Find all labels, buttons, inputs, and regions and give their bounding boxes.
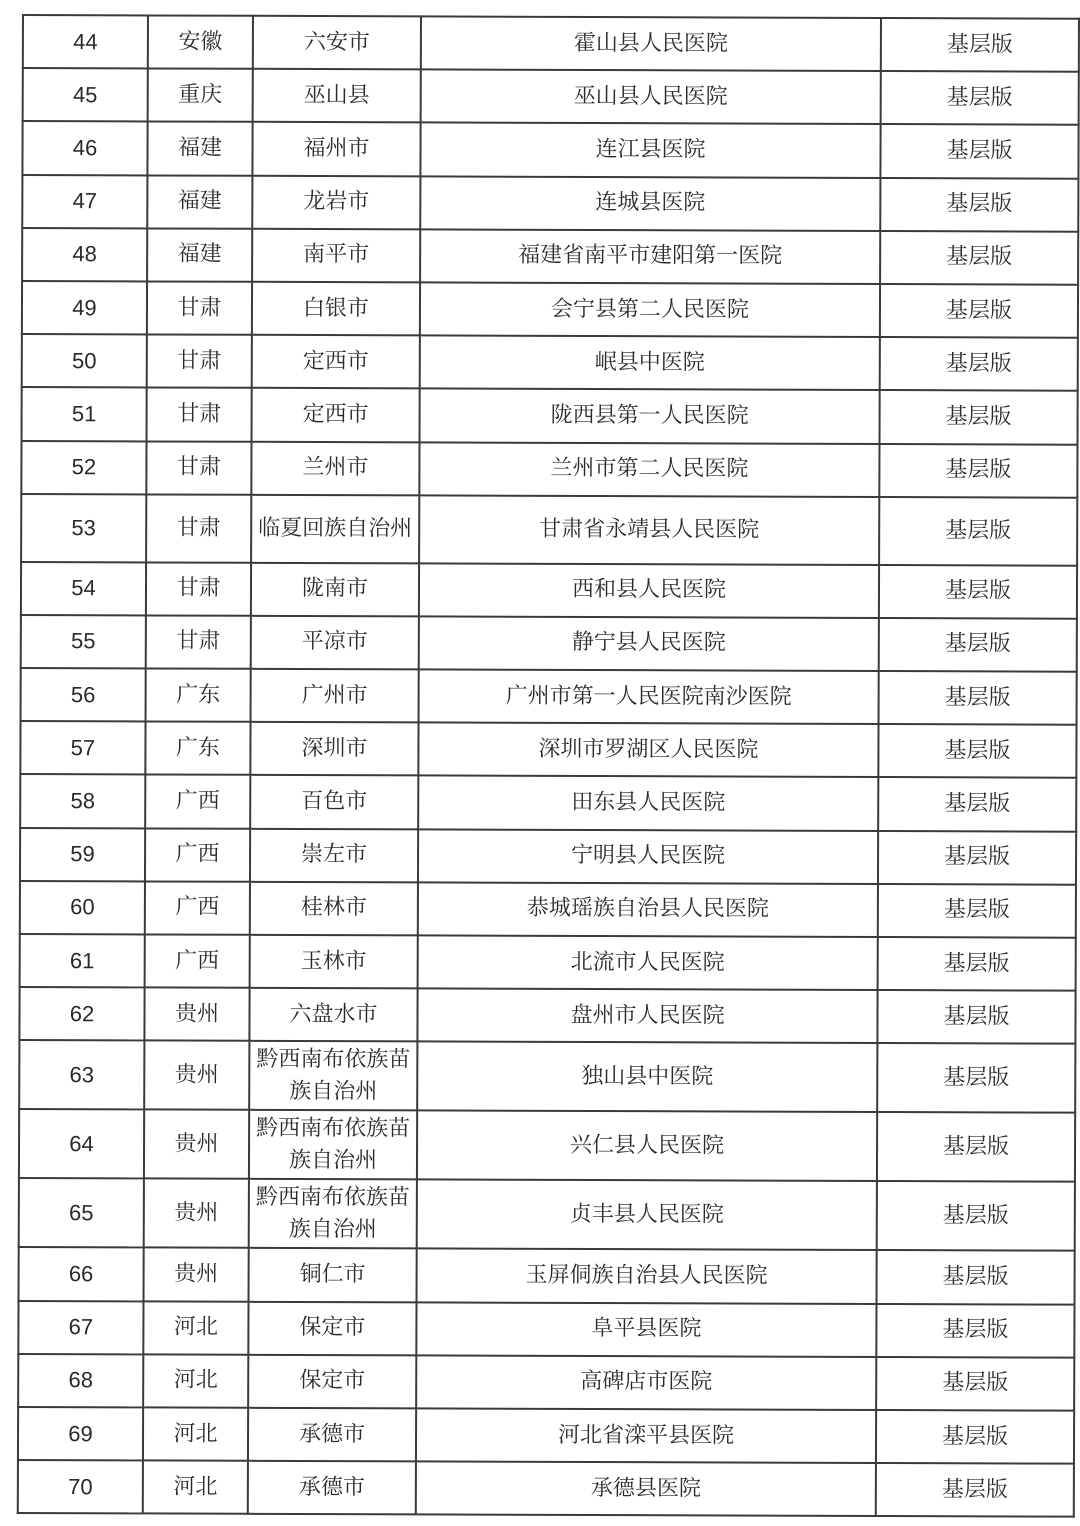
cell-city: 保定市	[248, 1301, 416, 1355]
cell-province: 福建	[147, 122, 252, 176]
table-row	[19, 987, 1075, 1044]
cell-city: 六盘水市	[249, 988, 417, 1042]
cell-hospital: 福建省南平市建阳第一医院	[420, 229, 880, 284]
cell-edition: 基层版	[880, 178, 1078, 232]
cell-province: 广东	[146, 668, 251, 722]
cell-city: 深圳市	[250, 722, 418, 776]
cell-hospital: 深圳市罗湖区人民医院	[418, 723, 878, 778]
cell-edition: 基层版	[876, 1304, 1074, 1358]
cell-city: 六安市	[253, 16, 421, 70]
cell-number: 59	[20, 828, 145, 882]
cell-number: 65	[19, 1178, 144, 1247]
cell-province: 福建	[147, 228, 252, 282]
cell-number: 70	[18, 1460, 143, 1514]
table-row	[22, 334, 1078, 391]
cell-hospital: 甘肃省永靖县人民医院	[419, 495, 879, 565]
table-row	[22, 121, 1078, 178]
cell-edition: 基层版	[876, 1463, 1074, 1517]
cell-number: 48	[22, 228, 147, 282]
cell-edition: 基层版	[880, 284, 1078, 338]
cell-city: 兰州市	[251, 441, 419, 495]
table-row	[23, 15, 1079, 72]
cell-city: 玉林市	[250, 935, 418, 989]
cell-hospital: 盘州市人民医院	[417, 989, 877, 1044]
cell-province: 甘肃	[146, 494, 251, 562]
table-row	[20, 881, 1076, 938]
cell-province: 贵州	[144, 1179, 249, 1248]
cell-hospital: 广州市第一人民医院南沙医院	[419, 669, 879, 724]
cell-hospital: 静宁县人民医院	[419, 616, 879, 671]
cell-number: 52	[21, 441, 146, 495]
cell-edition: 基层版	[879, 565, 1077, 619]
table-body	[18, 15, 1079, 1517]
cell-city: 黔西南布依族苗族自治州	[249, 1110, 417, 1180]
cell-edition: 基层版	[880, 337, 1078, 391]
cell-province: 福建	[147, 175, 252, 229]
cell-province: 甘肃	[147, 335, 252, 389]
cell-number: 68	[18, 1354, 143, 1408]
cell-edition: 基层版	[877, 1250, 1075, 1304]
cell-province: 甘肃	[146, 615, 251, 669]
cell-city: 定西市	[252, 388, 420, 442]
cell-number: 54	[21, 562, 146, 616]
cell-edition: 基层版	[881, 18, 1079, 72]
cell-province: 广西	[145, 881, 250, 935]
cell-hospital: 兰州市第二人民医院	[419, 442, 879, 497]
cell-number: 46	[22, 121, 147, 175]
cell-edition: 基层版	[879, 671, 1077, 725]
cell-city: 白银市	[252, 282, 420, 336]
cell-hospital: 会宁县第二人民医院	[420, 282, 880, 337]
table-row	[22, 387, 1078, 444]
table-row	[22, 281, 1078, 338]
cell-hospital: 高碑店市医院	[416, 1355, 876, 1410]
cell-city: 南平市	[252, 229, 420, 283]
cell-number: 47	[22, 175, 147, 229]
cell-hospital: 北流市人民医院	[418, 935, 878, 990]
cell-hospital: 恭城瑶族自治县人民医院	[418, 882, 878, 937]
cell-hospital: 连江县医院	[420, 123, 880, 178]
cell-province: 河北	[143, 1407, 248, 1461]
table-row	[21, 562, 1077, 619]
cell-city: 崇左市	[250, 828, 418, 882]
table-row	[19, 1040, 1075, 1113]
cell-city: 桂林市	[250, 882, 418, 936]
cell-number: 63	[19, 1040, 144, 1109]
cell-city: 铜仁市	[249, 1248, 417, 1302]
cell-edition: 基层版	[880, 390, 1078, 444]
table-row	[19, 1178, 1075, 1251]
table-row	[21, 668, 1077, 725]
cell-number: 49	[22, 281, 147, 335]
table-row	[18, 1301, 1074, 1358]
cell-province: 重庆	[148, 69, 253, 123]
cell-province: 甘肃	[146, 562, 251, 616]
table-row	[18, 1354, 1074, 1411]
cell-edition: 基层版	[877, 1181, 1075, 1251]
cell-city: 黔西南布依族苗族自治州	[249, 1041, 417, 1111]
cell-hospital: 陇西县第一人民医院	[420, 389, 880, 444]
cell-province: 贵州	[144, 988, 249, 1042]
cell-edition: 基层版	[876, 1410, 1074, 1464]
cell-province: 广西	[145, 934, 250, 988]
cell-number: 62	[19, 987, 144, 1041]
cell-city: 承德市	[248, 1408, 416, 1462]
cell-city: 承德市	[248, 1461, 416, 1515]
cell-city: 巫山县	[253, 69, 421, 123]
cell-number: 69	[18, 1407, 143, 1461]
cell-edition: 基层版	[877, 1112, 1075, 1182]
cell-hospital: 阜平县医院	[416, 1302, 876, 1357]
cell-province: 广东	[145, 722, 250, 776]
cell-edition: 基层版	[878, 724, 1076, 778]
cell-province: 安徽	[148, 15, 253, 69]
cell-city: 龙岩市	[252, 175, 420, 229]
table-row	[21, 615, 1077, 672]
cell-city: 百色市	[250, 775, 418, 829]
cell-edition: 基层版	[879, 497, 1077, 566]
cell-hospital: 贞丰县人民医院	[417, 1180, 877, 1251]
table-row	[22, 175, 1078, 232]
cell-province: 广西	[145, 828, 250, 882]
cell-number: 51	[22, 387, 147, 441]
cell-province: 河北	[143, 1461, 248, 1515]
cell-edition: 基层版	[879, 618, 1077, 672]
table-row	[20, 721, 1076, 778]
cell-edition: 基层版	[878, 831, 1076, 885]
cell-hospital: 连城县医院	[420, 176, 880, 231]
cell-number: 56	[21, 668, 146, 722]
cell-city: 黔西南布依族苗族自治州	[249, 1179, 417, 1249]
cell-edition: 基层版	[880, 231, 1078, 285]
cell-number: 57	[20, 721, 145, 775]
cell-province: 甘肃	[146, 441, 251, 495]
cell-hospital: 兴仁县人民医院	[417, 1111, 877, 1182]
cell-number: 44	[23, 15, 148, 69]
cell-edition: 基层版	[880, 124, 1078, 178]
cell-hospital: 岷县中医院	[420, 336, 880, 391]
cell-hospital: 宁明县人民医院	[418, 829, 878, 884]
table-row	[20, 774, 1076, 831]
cell-number: 67	[18, 1301, 143, 1355]
table-row	[21, 441, 1077, 498]
cell-province: 贵州	[144, 1110, 249, 1179]
cell-province: 河北	[143, 1301, 248, 1355]
cell-number: 53	[21, 494, 146, 562]
cell-hospital: 巫山县人民医院	[421, 70, 881, 125]
cell-province: 甘肃	[147, 281, 252, 335]
cell-hospital: 独山县中医院	[417, 1042, 877, 1113]
cell-edition: 基层版	[876, 1357, 1074, 1411]
cell-edition: 基层版	[878, 777, 1076, 831]
cell-city: 平凉市	[251, 616, 419, 670]
table-row	[21, 494, 1077, 566]
cell-number: 64	[19, 1109, 144, 1178]
cell-edition: 基层版	[878, 884, 1076, 938]
cell-hospital: 河北省滦平县医院	[416, 1408, 876, 1463]
cell-edition: 基层版	[878, 937, 1076, 991]
table-row	[19, 1247, 1075, 1304]
table-row	[18, 1407, 1074, 1464]
cell-number: 60	[20, 881, 145, 935]
cell-edition: 基层版	[877, 990, 1075, 1044]
cell-province: 贵州	[144, 1041, 249, 1110]
cell-edition: 基层版	[877, 1043, 1075, 1113]
hospital-list-table	[17, 14, 1080, 1518]
table-row	[19, 1109, 1075, 1182]
cell-edition: 基层版	[881, 71, 1079, 125]
cell-hospital: 霍山县人民医院	[421, 16, 881, 71]
cell-number: 66	[19, 1247, 144, 1301]
cell-city: 广州市	[251, 669, 419, 723]
cell-hospital: 西和县人民医院	[419, 563, 879, 618]
table-row	[23, 68, 1079, 125]
cell-hospital: 承德县医院	[416, 1462, 876, 1517]
cell-city: 福州市	[252, 122, 420, 176]
cell-province: 甘肃	[147, 388, 252, 442]
table-row	[20, 934, 1076, 991]
cell-province: 贵州	[144, 1248, 249, 1302]
cell-number: 50	[22, 334, 147, 388]
table-row	[20, 828, 1076, 885]
cell-province: 河北	[143, 1354, 248, 1408]
cell-city: 定西市	[252, 335, 420, 389]
table-row	[22, 228, 1078, 285]
cell-number: 55	[21, 615, 146, 669]
cell-city: 陇南市	[251, 562, 419, 616]
cell-province: 广西	[145, 775, 250, 829]
cell-number: 58	[20, 774, 145, 828]
cell-city: 保定市	[248, 1355, 416, 1409]
table-row	[18, 1460, 1074, 1517]
cell-number: 45	[23, 68, 148, 122]
cell-hospital: 田东县人民医院	[418, 776, 878, 831]
cell-city: 临夏回族自治州	[251, 494, 419, 563]
cell-edition: 基层版	[879, 443, 1077, 497]
cell-hospital: 玉屏侗族自治县人民医院	[417, 1249, 877, 1304]
cell-number: 61	[20, 934, 145, 988]
